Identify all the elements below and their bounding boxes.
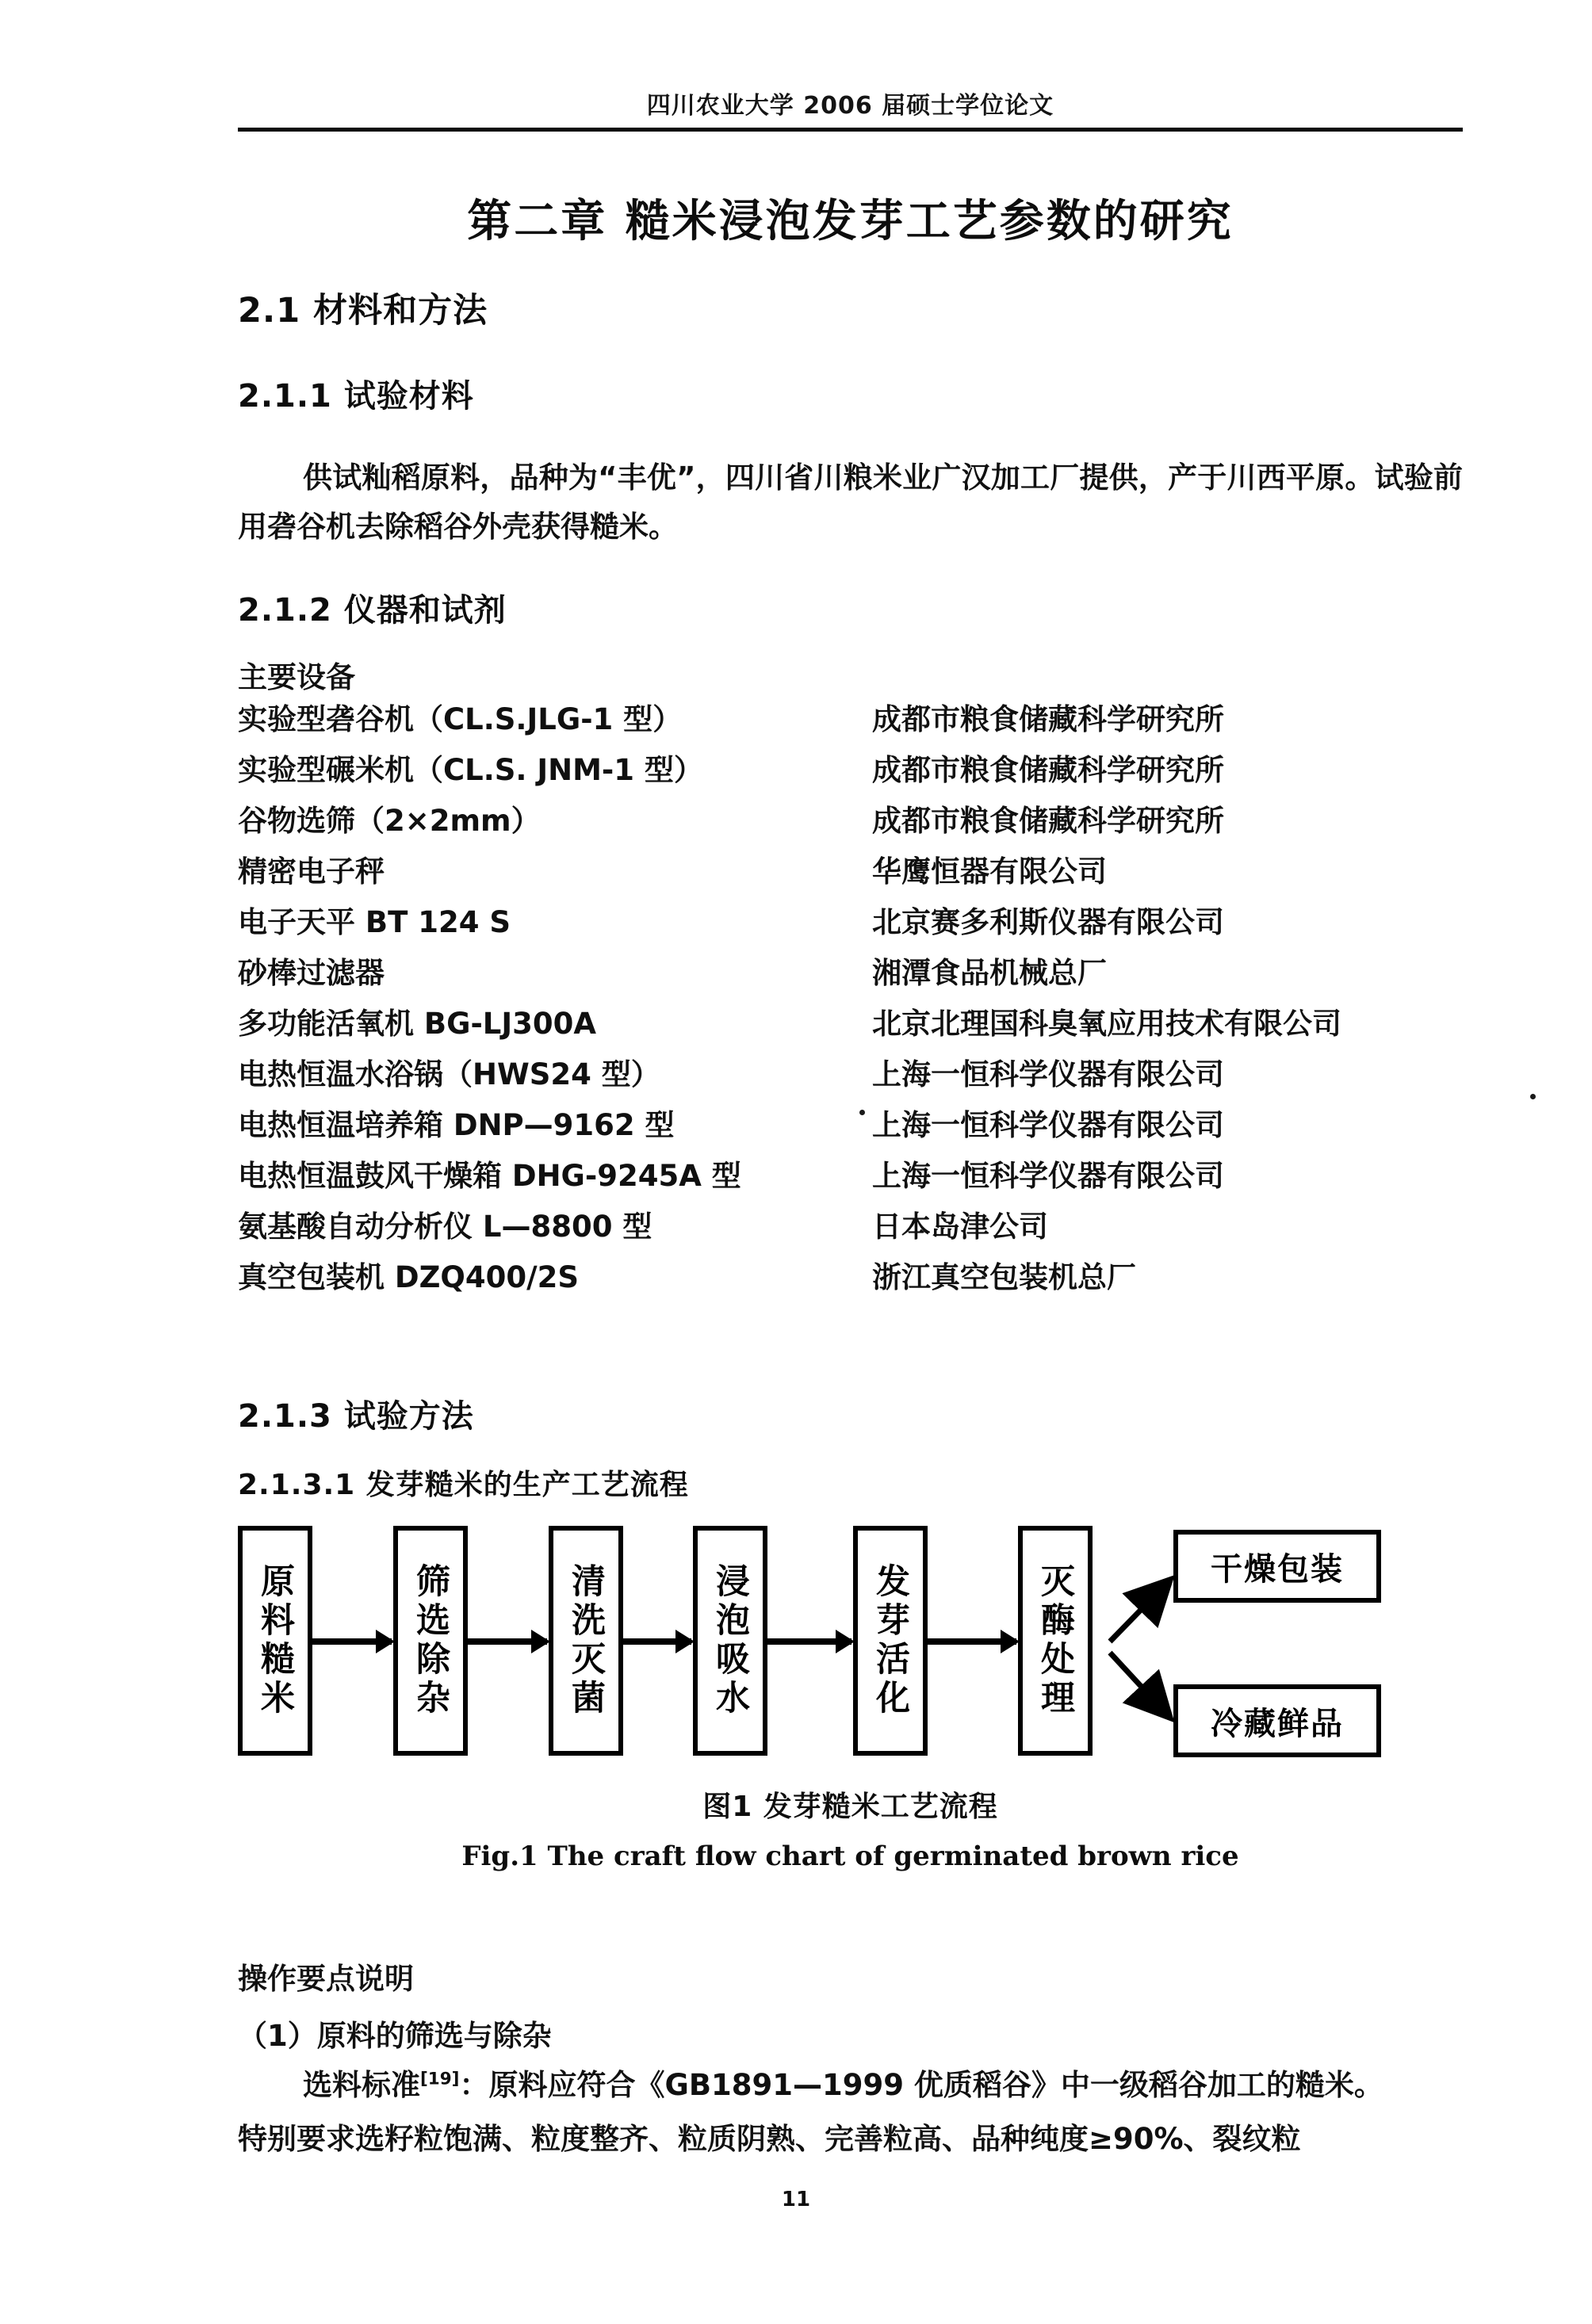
flow-arrow (623, 1638, 691, 1645)
flow-arrow (312, 1638, 392, 1645)
equipment-name: 砂棒过滤器 (238, 956, 385, 990)
flow-arrow (767, 1638, 851, 1645)
table-row (238, 949, 1475, 1000)
table-row (238, 898, 1475, 949)
flow-arrow (928, 1638, 1016, 1645)
table-row (238, 746, 1475, 797)
table-row (238, 1152, 1475, 1202)
header-rule (238, 128, 1463, 132)
scan-speck (859, 1110, 865, 1115)
table-row (238, 847, 1475, 898)
running-header-text: 四川农业大学 2006 届硕士学位论文 (646, 92, 1054, 120)
equipment-supplier: 成都市粮食储藏科学研究所 (872, 702, 1224, 736)
flow-step-label: 浸泡吸水 (710, 1563, 750, 1718)
flow-step-label: 清洗灭菌 (566, 1563, 606, 1718)
equipment-name: 谷物选筛（2×2mm） (238, 804, 541, 838)
flow-step-box (1018, 1526, 1093, 1756)
scan-speck (1530, 1094, 1536, 1099)
flow-step-box (853, 1526, 928, 1756)
equipment-name: 电热恒温水浴锅（HWS24 型） (238, 1057, 660, 1091)
equipment-list (238, 695, 1475, 1304)
table-row (238, 1000, 1475, 1050)
equipment-supplier: 日本岛津公司 (872, 1210, 1048, 1244)
equipment-name: 真空包装机 DZQ400/2S (238, 1260, 580, 1294)
equipment-supplier: 湘潭食品机械总厂 (872, 956, 1107, 990)
paragraph-selection-standard (303, 2061, 1383, 2104)
equipment-supplier: 上海一恒科学仪器有限公司 (872, 1108, 1224, 1142)
equipment-supplier: 上海一恒科学仪器有限公司 (872, 1057, 1224, 1091)
reference-marker: [19] (420, 2069, 460, 2089)
flow-branch-label: 冷藏鲜品 (1211, 1705, 1344, 1742)
selection-standard-text: 选料标准 (303, 2068, 420, 2102)
heading-2-1-1: 2.1.1 试验材料 (238, 378, 474, 415)
heading-item-1: （1）原料的筛选与除杂 (238, 2019, 552, 2053)
page-number: 11 (781, 2188, 811, 2211)
chapter-title: 第二章 糙米浸泡发芽工艺参数的研究 (467, 196, 1234, 247)
flow-step-box (549, 1526, 623, 1756)
equipment-name: 电热恒温培养箱 DNP—9162 型 (238, 1108, 675, 1142)
flow-arrow (468, 1638, 547, 1645)
figure-caption-cn: 图1 发芽糙米工艺流程 (702, 1791, 998, 1823)
flow-step-label: 原料糙米 (255, 1563, 295, 1718)
equipment-supplier: 北京北理国科臭氧应用技术有限公司 (872, 1007, 1341, 1041)
equipment-supplier: 浙江真空包装机总厂 (872, 1260, 1136, 1294)
equipment-supplier: 华鹰恒器有限公司 (872, 854, 1107, 889)
heading-2-1-3: 2.1.3 试验方法 (238, 1398, 474, 1435)
paragraph-2-1-1: 供试籼稻原料，品种为“丰优”，四川省川粮米业广汉加工厂提供，产于川西平原。试验前用砻谷机去除稻谷外壳获得糙米。 (238, 461, 1463, 544)
equipment-name: 电热恒温鼓风干燥箱 DHG-9245A 型 (238, 1159, 741, 1193)
flow-branch-label: 干燥包装 (1211, 1550, 1344, 1588)
flow-step-box (238, 1526, 312, 1756)
flow-step-label: 灭酶处理 (1035, 1563, 1075, 1718)
selection-standard-rest: ：原料应符合《GB1891—1999 优质稻谷》中一级稻谷加工的糙米。 (459, 2068, 1383, 2102)
equipment-supplier: 成都市粮食储藏科学研究所 (872, 804, 1224, 838)
equipment-supplier: 北京赛多利斯仪器有限公司 (872, 905, 1224, 939)
flow-chart (238, 1526, 1475, 1764)
table-row (238, 1202, 1475, 1253)
equipment-name: 多功能活氧机 BG-LJ300A (238, 1007, 597, 1041)
table-row (238, 1101, 1475, 1152)
heading-2-1: 2.1 材料和方法 (238, 291, 488, 331)
flow-branch-box-cold-fresh (1173, 1684, 1381, 1757)
equipment-name: 实验型砻谷机（CL.S.JLG-1 型） (238, 702, 683, 736)
equipment-name: 电子天平 BT 124 S (238, 905, 511, 939)
flow-step-box (693, 1526, 767, 1756)
heading-2-1-3-1: 2.1.3.1 发芽糙米的生产工艺流程 (238, 1469, 689, 1501)
heading-operation-points: 操作要点说明 (238, 1962, 414, 1996)
table-row (238, 1253, 1475, 1304)
figure-caption-en: Fig.1 The craft flow chart of germinated brown rice (461, 1840, 1239, 1872)
paragraph-special-requirements: 特别要求选籽粒饱满、粒度整齐、粒质阴熟、完善粒高、品种纯度≥90%、裂纹粒 (238, 2122, 1301, 2156)
table-row (238, 1050, 1475, 1101)
subheading-main-equipment: 主要设备 (238, 660, 355, 694)
flow-branch-box-dry-pack (1173, 1530, 1381, 1603)
equipment-name: 实验型碾米机（CL.S. JNM-1 型） (238, 753, 703, 787)
equipment-supplier: 上海一恒科学仪器有限公司 (872, 1159, 1224, 1193)
table-row (238, 695, 1475, 746)
heading-2-1-2: 2.1.2 仪器和试剂 (238, 592, 507, 629)
equipment-name: 氨基酸自动分析仪 L—8800 型 (238, 1210, 652, 1244)
flow-step-label: 发芽活化 (871, 1563, 910, 1718)
flow-step-label: 筛选除杂 (411, 1563, 450, 1718)
running-header (238, 86, 1463, 132)
equipment-supplier: 成都市粮食储藏科学研究所 (872, 753, 1224, 787)
flow-step-box (393, 1526, 468, 1756)
equipment-name: 精密电子秤 (238, 854, 385, 889)
table-row (238, 797, 1475, 847)
